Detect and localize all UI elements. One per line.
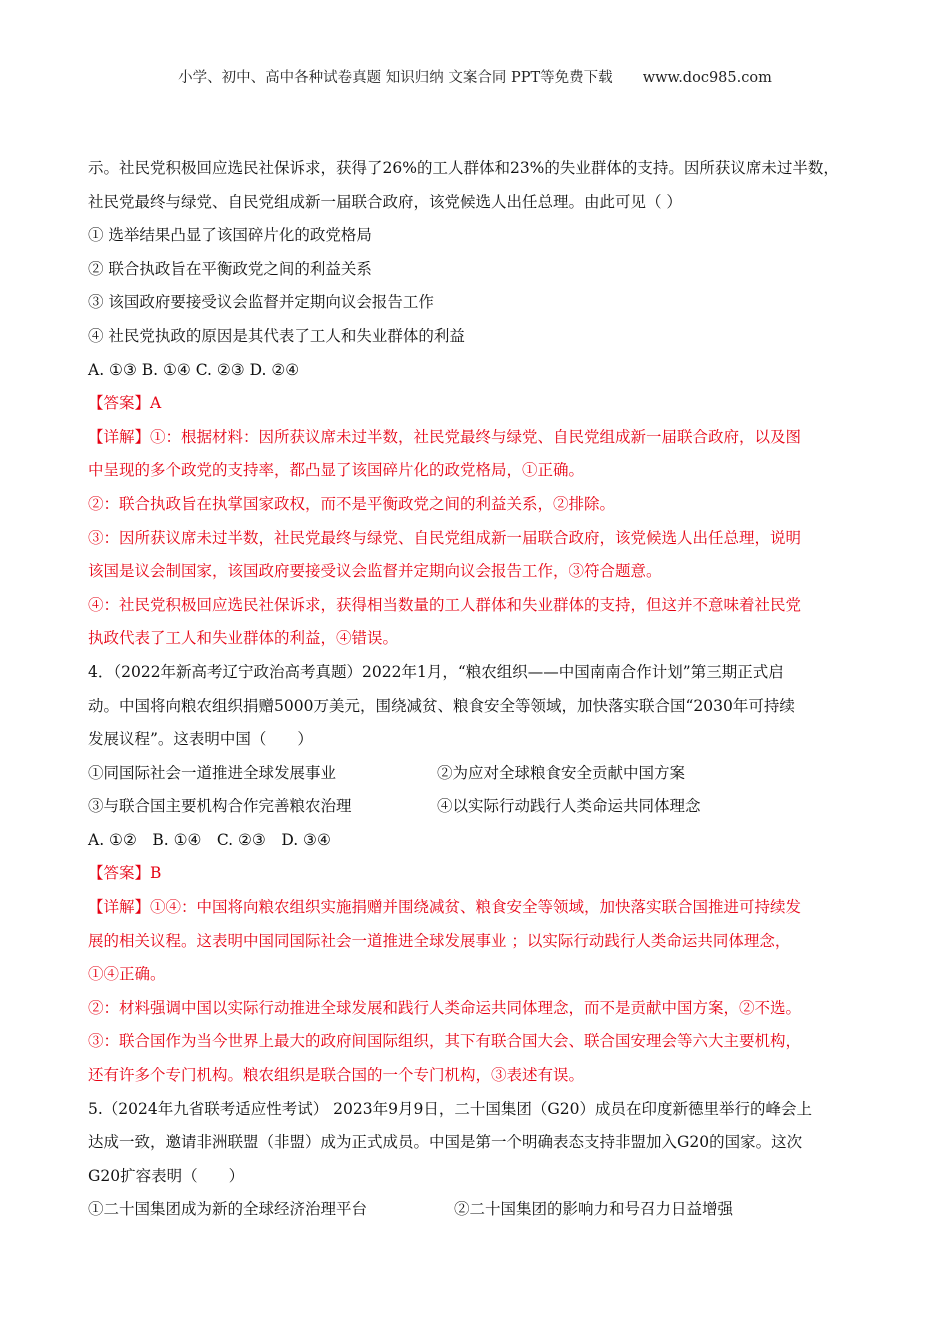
q5-option: ①二十国集团成为新的全球经济治理平台 [88, 1200, 368, 1219]
q3-detail-line: 【详解】①：根据材料：因所获议席未过半数，社民党最终与绿党、自民党组成新一届联合政府，以及图 [88, 427, 802, 446]
q5-stem-line: G20扩容表明（ ） [88, 1166, 245, 1185]
q3-detail-line: ④：社民党积极回应选民社保诉求，获得相当数量的工人群体和失业群体的支持，但这并不意味着社民党 [88, 595, 802, 614]
q4-detail-line: 还有许多个专门机构。粮农组织是联合国的一个专门机构，③表述有误。 [88, 1066, 585, 1085]
q3-detail-line: 执政代表了工人和失业群体的利益，④错误。 [88, 629, 399, 648]
q4-option-row [88, 757, 878, 791]
q3-option: ④ 社民党执政的原因是其代表了工人和失业群体的利益 [88, 326, 465, 345]
q4-option: ③与联合国主要机构合作完善粮农治理 [88, 797, 352, 816]
q4-option: ②为应对全球粮食安全贡献中国方案 [437, 763, 686, 782]
q5-stem-line: 达成一致，邀请非洲联盟（非盟）成为正式成员。中国是第一个明确表态支持非盟加入G20的国家。这次 [88, 1133, 803, 1152]
q3-stem-line: 社民党最终与绿党、自民党组成新一届联合政府，该党候选人出任总理。由此可见（ ） [88, 192, 682, 211]
q4-detail-line: ②：材料强调中国以实际行动推进全球发展和践行人类命运共同体理念，而不是贡献中国方案，②不选。 [88, 998, 802, 1017]
question-4 [88, 656, 878, 1093]
header-site-link[interactable]: www.doc985.com [642, 70, 772, 86]
q3-detail-line: 该国是议会制国家，该国政府要接受议会监督并定期向议会报告工作，③符合题意。 [88, 562, 662, 581]
q3-option: ② 联合执政旨在平衡政党之间的利益关系 [88, 259, 372, 278]
q3-choices: A. ①③ B. ①④ C. ②③ D. ②④ [88, 360, 300, 379]
q4-detail-line: 展的相关议程。这表明中国同国际社会一道推进全球发展事业 ；以实际行动践行人类命运共同体理念， [88, 931, 791, 950]
q4-answer: 【答案】B [88, 864, 162, 883]
q5-option-row [88, 1193, 878, 1227]
q3-detail-line: ③：因所获议席未过半数，社民党最终与绿党、自民党组成新一届联合政府，该党候选人出任总理，说明 [88, 528, 802, 547]
q3-stem-line: 示。社民党积极回应选民社保诉求，获得了26%的工人群体和23%的失业群体的支持。因所获议席未过半数， [88, 159, 839, 177]
q3-option: ③ 该国政府要接受议会监督并定期向议会报告工作 [88, 293, 434, 312]
q3-detail-line: 中呈现的多个政党的支持率，都凸显了该国碎片化的政党格局，①正确。 [88, 461, 585, 480]
q4-stem-line: 发展议程”。这表明中国（ ） [88, 730, 313, 749]
q4-option: ①同国际社会一道推进全球发展事业 [88, 763, 337, 782]
q3-answer: 【答案】A [88, 394, 162, 413]
q4-choices: A. ①② B. ①④ C. ②③ D. ③④ [88, 830, 331, 849]
q5-stem-line: 5.（2024年九省联考适应性考试） 2023年9月9日，二十国集团（G20）成员在印度新德里举行的峰会上 [88, 1099, 812, 1118]
q4-stem-line: 4．（2022年新高考辽宁政治高考真题）2022年1月，“粮农组织——中国南南合作计划”第三期正式启 [88, 662, 784, 681]
question-5 [88, 1093, 878, 1227]
q3-option: ① 选举结果凸显了该国碎片化的政党格局 [88, 226, 372, 245]
header-text: 小学、初中、高中各种试卷真题 知识归纳 文案合同 PPT等免费下载 [178, 70, 613, 86]
q4-detail-line: ①④正确。 [88, 965, 166, 984]
q4-option-row [88, 790, 878, 824]
q5-option: ②二十国集团的影响力和号召力日益增强 [454, 1200, 734, 1219]
q4-detail-line: ③：联合国作为当今世界上最大的政府间国际组织，其下有联合国大会、联合国安理会等六大主要机构， [88, 1032, 802, 1051]
question-3 [88, 152, 878, 656]
q4-option: ④以实际行动践行人类命运共同体理念 [437, 797, 701, 816]
document-body [88, 152, 878, 1227]
q4-detail-line: 【详解】①④：中国将向粮农组织实施捐赠并围绕减贫、粮食安全等领域，加快落实联合国推进可持续发 [88, 898, 802, 917]
q3-detail-line: ②：联合执政旨在执掌国家政权，而不是平衡政党之间的利益关系，②排除。 [88, 494, 616, 513]
q4-stem-line: 动。中国将向粮农组织捐赠5000万美元，围绕减贫、粮食安全等领域，加快落实联合国“2030年可持续 [88, 696, 795, 715]
page-header [0, 66, 950, 87]
